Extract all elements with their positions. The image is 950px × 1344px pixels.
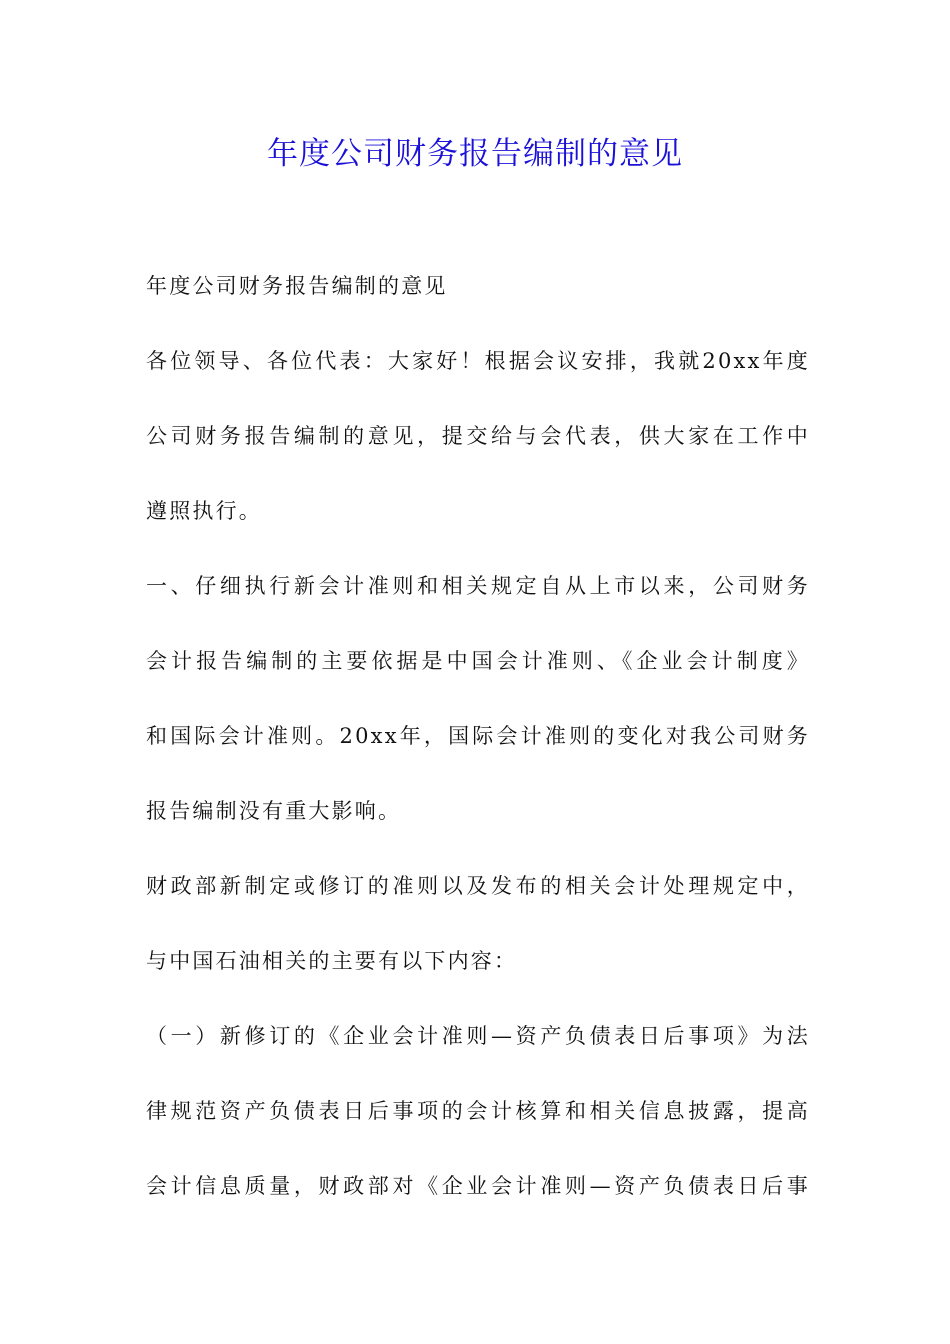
document-title: 年度公司财务报告编制的意见 (267, 136, 683, 172)
text-line: 各位领导、各位代表：大家好！根据会议安排，我就20xx年度 (146, 349, 810, 373)
text-line: 会计报告编制的主要依据是中国会计准则、《企业会计制度》 (146, 649, 810, 673)
text-line: 年度公司财务报告编制的意见 (146, 274, 448, 298)
text-line: 会计信息质量，财政部对《企业会计准则—资产负债表日后事 (146, 1174, 810, 1198)
text-line: 一、仔细执行新会计准则和相关规定自从上市以来，公司财务 (146, 574, 810, 598)
text-line: 与中国石油相关的主要有以下内容： (146, 949, 518, 973)
text-line: 财政部新制定或修订的准则以及发布的相关会计处理规定中， (146, 874, 810, 898)
text-line: 公司财务报告编制的意见，提交给与会代表，供大家在工作中 (146, 424, 810, 448)
text-line: 报告编制没有重大影响。 (146, 799, 402, 823)
text-line: 律规范资产负债表日后事项的会计核算和相关信息披露，提高 (146, 1099, 810, 1123)
text-line: 和国际会计准则。20xx年，国际会计准则的变化对我公司财务 (146, 724, 810, 748)
text-line: 遵照执行。 (146, 499, 262, 523)
text-line: （一）新修订的《企业会计准则—资产负债表日后事项》为法 (146, 1024, 810, 1048)
